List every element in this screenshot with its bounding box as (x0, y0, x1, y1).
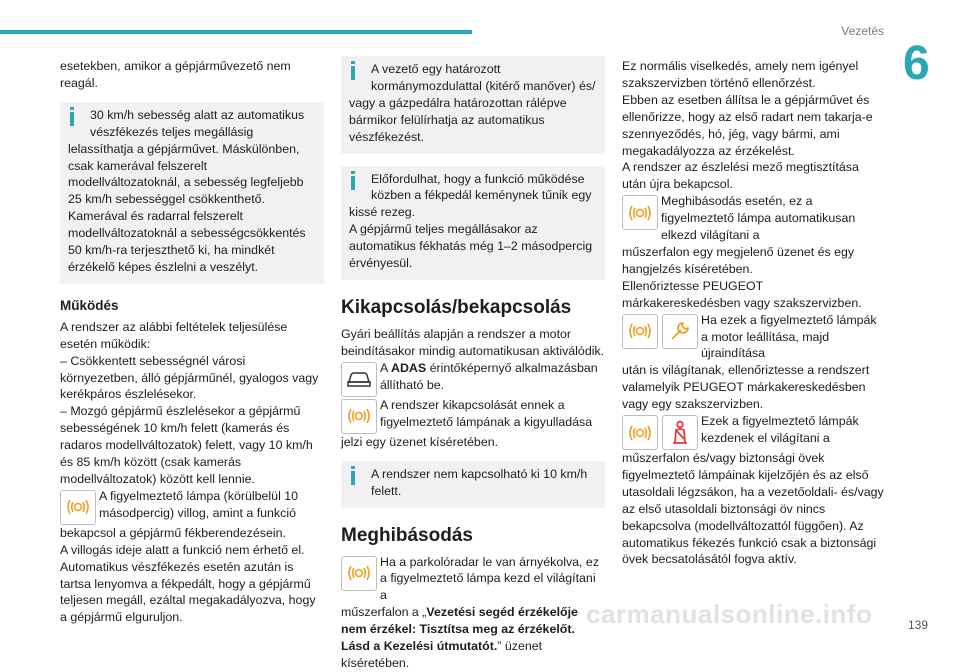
paragraph (341, 604, 605, 672)
watermark: carmanualsonline.info (586, 599, 873, 629)
chapter-number: 6 (903, 37, 930, 90)
section-heading-mukodes: Működés (60, 297, 119, 313)
car-outline-icon (341, 362, 377, 397)
info-note (341, 56, 605, 154)
info-note (341, 166, 605, 280)
collision-warning-icon (341, 556, 377, 591)
info-icon (351, 66, 355, 80)
paragraph: A villogás ideje alatt a funkció nem érhető el. (60, 542, 305, 557)
paragraph: A rendszer az alábbi feltételek teljesülése esetén működik: (60, 319, 288, 351)
note-lead: A rendszer nem kapcsolható ki 10 km/h felett. (371, 466, 588, 498)
info-icon (351, 471, 355, 485)
paragraph: műszerfalon és/vagy biztonsági övek figyelmeztető lámpáinak kijelzőjén és az első utasoldali légzsákon, ha a vezetőoldali- és/vagy az első utasoldali biztonsági öv nincs bekapcsolva (modellváltozattól függően). Az automatikus fékezés funkció csak a biztonsági övek becsatolásától fogva aktív. (622, 451, 884, 567)
warning-lamp-line (341, 554, 605, 605)
note-lead: Előfordulhat, hogy a funkció működése közben a fékpedál keménynek tűnik egy (371, 171, 592, 203)
collision-warning-icon (622, 415, 658, 450)
paragraph: Meghibásodás esetén, ez a figyelmeztető lámpa automatikusan elkezd világítani a (661, 194, 856, 243)
paragraph: esetekben, amikor a gépjárművezető nem reagál. (60, 59, 291, 90)
section-heading-kikapcsolas: Kikapcsolás/bekapcsolás (341, 296, 572, 318)
paragraph: Ebben az esetben állítsa le a gépjárművet és ellenőrizze, hogy az első radart nem takarja-e szennyeződés, hó, jég, vagy bármi, ami megakadályozza az érzékelést. (622, 92, 873, 158)
warning-lamp-line (622, 312, 884, 363)
paragraph: A rendszer kikapcsolását ennek a figyelmeztető lámpának a kigyulladása (380, 397, 593, 429)
column-3 (622, 58, 884, 568)
note-text: vagy a gázpedálra határozottan rálépve bármikor felülírhatja az automatikus vészfékezést. (349, 95, 567, 144)
note-text: kissé rezeg. (349, 205, 416, 220)
paragraph: A rendszer az észlelési mező megtisztítása után újra bekapcsol. (622, 160, 859, 192)
info-note (60, 102, 324, 284)
info-icon (351, 176, 355, 190)
paragraph: – Csökkentett sebességnél városi környezetben, álló gépjárműnél, gyalogos vagy kerékpáros észlelésekor. (60, 353, 319, 402)
note-lead: A vezető egy határozott kormánymozdulattal (kitérő manőver) és/ (371, 62, 596, 93)
section-heading-meghibasodas: Meghibásodás (341, 524, 473, 546)
message-text: Vezetési segéd érzékelője nem érzékel: Tisztítsa meg az érzékelőt. Lásd a Kezelési útmutatót. (341, 605, 578, 654)
warning-lamp-line (341, 397, 605, 434)
adas-line (341, 360, 605, 397)
paragraph: után is világítanak, ellenőriztesse a rendszert valamelyik PEUGEOT márkakereskedésben vagy egy szakszervizben. (622, 363, 870, 412)
paragraph: Ellenőriztesse PEUGEOT márkakereskedésben vagy szakszervizben. (622, 278, 862, 310)
section-title: Vezetés (841, 24, 884, 38)
collision-warning-icon (341, 399, 377, 434)
note-text: lelassíthatja a gépjárművet. Máskülönben, csak kamerával felszerelt modellváltozatoknál, a sebesség legfeljebb 25 km/h sebességgel csökkenthető. Kamerával és radarral felszerelt modellváltozatoknál a sebességcsökkentés 50 km/h-ra terjeszthető ki, ha mindkét érzékelő képes észlelni a veszélyt. (68, 141, 306, 274)
paragraph: bekapcsol a gépjármű fékberendezésein. (60, 525, 286, 540)
adas-label: ADAS (391, 360, 427, 375)
paragraph: Ez normális viselkedés, amely nem igényel szakszervizben történő ellenőrzést. (622, 59, 859, 90)
page-number: 139 (907, 618, 928, 633)
paragraph: A figyelmeztető lámpa (körülbelül 10 másodpercig) villog, amint a funkció (99, 488, 299, 520)
paragraph: Ha ezek a figyelmeztető lámpák a motor leállítása, majd újraindítása (701, 312, 877, 361)
column-1 (60, 58, 324, 626)
paragraph: Gyári beállítás alapján a rendszer a motor beindításakor mindig automatikusan aktiválódik. (341, 326, 605, 358)
header-accent-bar (0, 30, 472, 34)
note-lead: 30 km/h sebesség alatt az automatikus vészfékezés teljes megállásig (90, 107, 305, 139)
paragraph: Ha a parkolóradar le van árnyékolva, ez a figyelmeztető lámpa kezd el világítani a (380, 554, 600, 603)
warning-lamp-line (622, 193, 884, 244)
warning-lamp-line (622, 413, 884, 450)
text: A (380, 360, 392, 375)
paragraph: jelzi egy üzenet kíséretében. (341, 434, 499, 449)
seatbelt-icon (662, 415, 698, 450)
info-icon (70, 112, 74, 126)
paragraph: Ezek a figyelmeztető lámpák kezdenek el világítani a (701, 414, 859, 445)
wrench-icon (662, 314, 698, 349)
paragraph (380, 360, 605, 394)
note-text: A gépjármű teljes megállásakor az automatikus fékhatás még 1–2 másodpercig érvényesül. (349, 222, 593, 271)
paragraph: – Mozgó gépjármű észlelésekor a gépjármű sebességének 10 km/h felett (kamerás és radaros modellváltozatok) felett, vagy 10 km/h és 85 km/h között (csak kamerás modellváltozatok) között kell lennie. (60, 404, 313, 486)
text: műszerfalon a „ (341, 605, 427, 620)
collision-warning-icon (60, 490, 96, 525)
info-note (341, 461, 605, 508)
paragraph: Automatikus vészfékezés esetén azután is tartsa lenyomva a fékpedált, hogy a gépjármű teljesen megáll, ezáltal megakadályozva, hogy a gépjármű elguruljon. (60, 559, 316, 625)
collision-warning-icon (622, 314, 658, 349)
column-2 (341, 58, 605, 672)
paragraph: műszerfalon egy megjelenő üzenet és egy hangjelzés kíséretében. (622, 244, 855, 276)
text: érintőképernyő alkalmazásban állítható be. (380, 360, 598, 392)
text: ” üzenet kíséretében. (341, 639, 543, 670)
warning-lamp-line (60, 488, 324, 525)
collision-warning-icon (622, 195, 658, 230)
